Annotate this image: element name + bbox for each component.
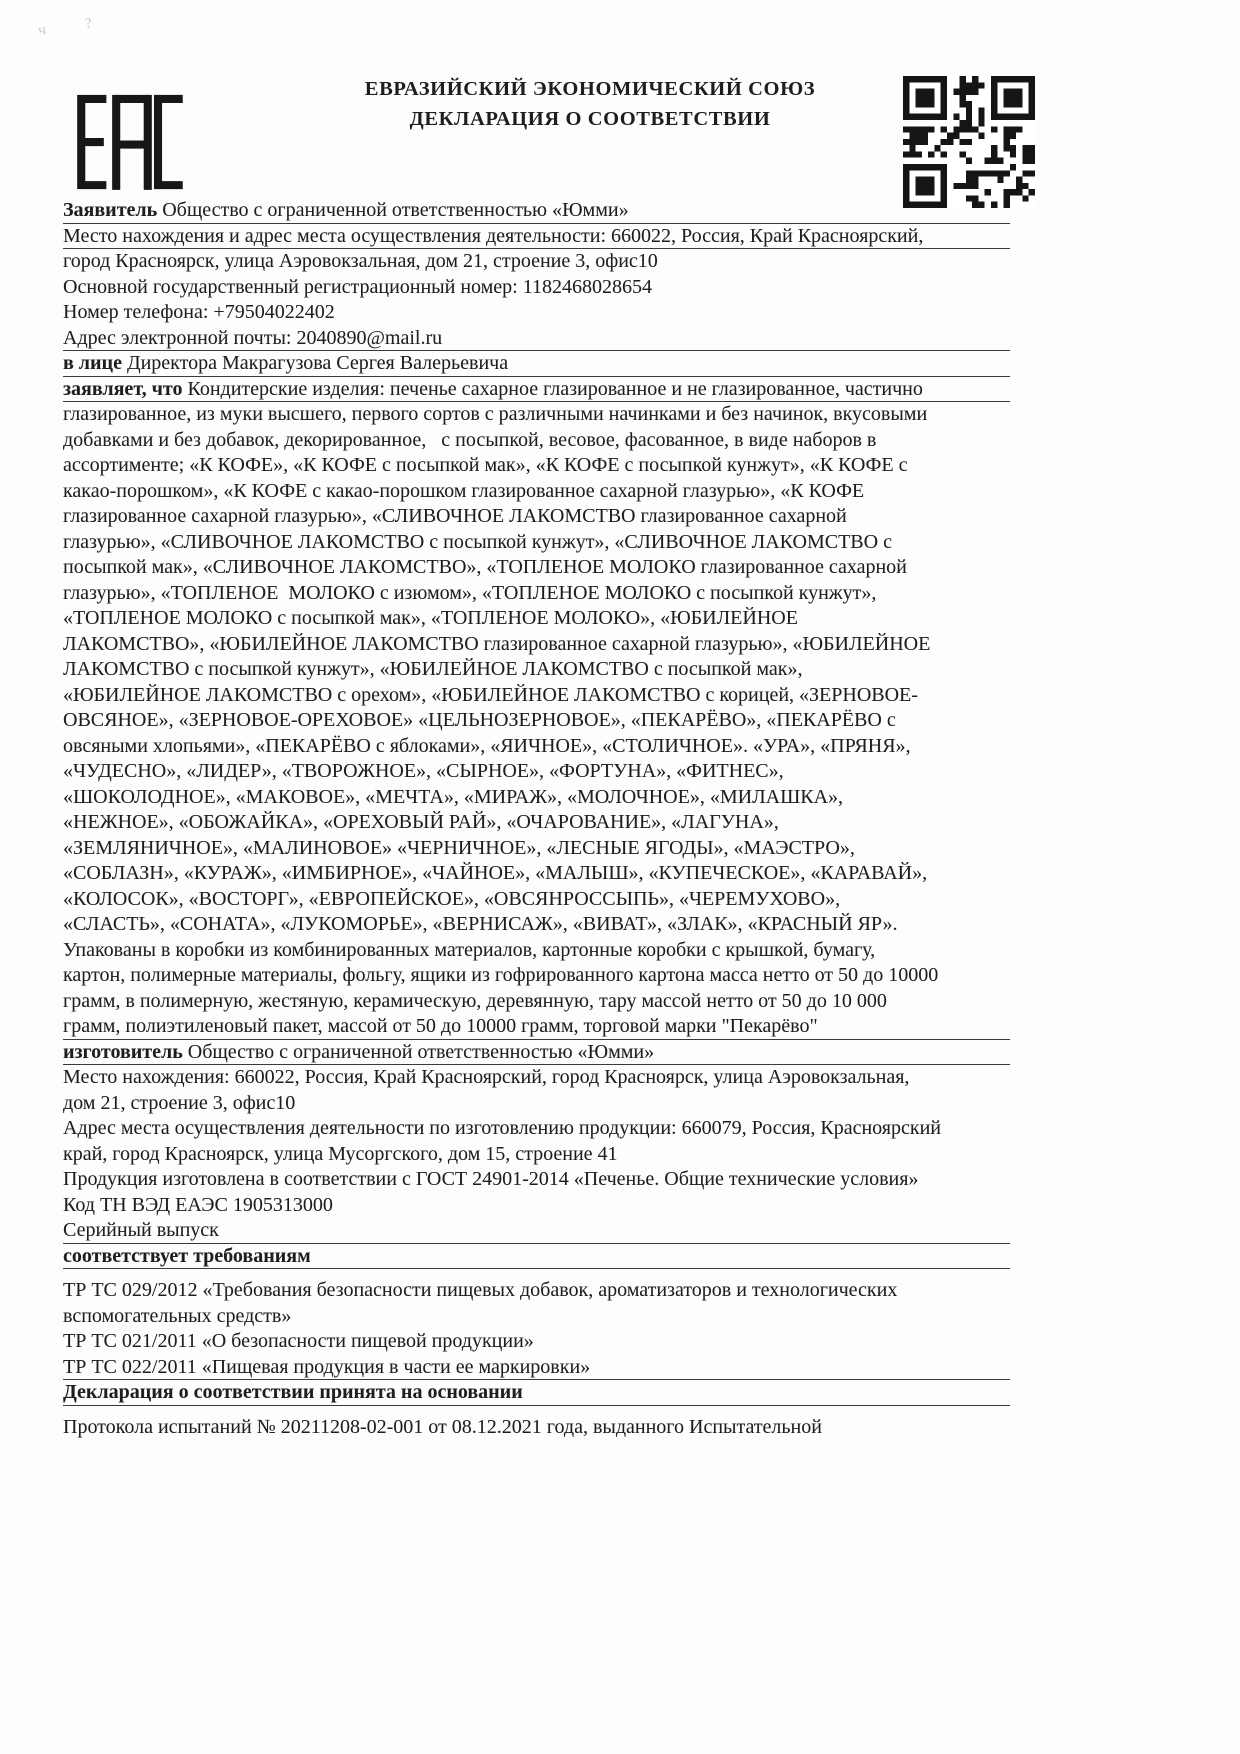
union-title: ЕВРАЗИЙСКИЙ ЭКОНОМИЧЕСКИЙ СОЮЗ <box>364 78 816 100</box>
doc-line: «СОБЛАЗН», «КУРАЖ», «ИМБИРНОЕ», «ЧАЙНОЕ», «МАЛЫШ», «КУПЕЧЕСКОЕ», «КАРАВАЙ», <box>63 862 928 884</box>
doc-line: Серийный выпуск <box>63 1218 1010 1244</box>
doc-line: посыпкой мак», «СЛИВОЧНОЕ ЛАКОМСТВО», «ТОПЛЕНОЕ МОЛОКО глазированное сахарной <box>63 556 907 578</box>
doc-line: соответствует требованиям <box>63 1244 1010 1270</box>
doc-line: «СЛАСТЬ», «СОНАТА», «ЛУКОМОРЬЕ», «ВЕРНИСАЖ», «ВИВАТ», «ЗЛАК», «КРАСНЫЙ ЯР». <box>63 913 898 935</box>
title-block <box>280 74 900 134</box>
doc-line: Протокола испытаний № 20211208-02-001 от 08.12.2021 года, выданного Испытательной <box>63 1415 822 1438</box>
document-body <box>63 198 1010 1440</box>
doc-line: овсяными хлопьями», «ПЕКАРЁВО с яблоками», «ЯИЧНОЕ», «СТОЛИЧНОЕ». «УРА», «ПРЯНЯ», <box>63 734 911 757</box>
doc-line: край, город Красноярск, улица Мусоргского, дом 15, строение 41 <box>63 1142 618 1165</box>
doc-line: картон, полимерные материалы, фольгу, ящики из гофрированного картона масса нетто от 50 до 10000 <box>63 964 939 986</box>
doc-line: добавками и без добавок, декорированное, с посыпкой, весовое, фасованное, в виде наборов в <box>63 428 877 451</box>
doc-line: «НЕЖНОЕ», «ОБОЖАЙКА», «ОРЕХОВЫЙ РАЙ», «ОЧАРОВАНИЕ», «ЛАГУНА», <box>63 811 779 833</box>
doc-line: Основной государственный регистрационный номер: 1182468028654 <box>63 275 652 298</box>
doc-line: Адрес места осуществления деятельности по изготовлению продукции: 660079, Россия, Красноярский <box>63 1117 941 1139</box>
doc-line: грамм, в полимерную, жестяную, керамическую, деревянную, тару массой нетто от 50 до 10 000 <box>63 989 887 1012</box>
doc-line: «КОЛОСОК», «ВОСТОРГ», «ЕВРОПЕЙСКОЕ», «ОВСЯНРОССЫПЬ», «ЧЕРЕМУХОВО», <box>63 887 841 910</box>
doc-line: Заявитель Общество с ограниченной ответственностью «Юмми» <box>63 198 1010 224</box>
doc-line: вспомогательных средств» <box>63 1304 292 1327</box>
doc-line: грамм, полиэтиленовый пакет, массой от 50 до 10000 грамм, торговой марки "Пекарёво" <box>63 1014 1010 1040</box>
doc-line: в лице Директора Макрагузова Сергея Валерьевича <box>63 351 1010 377</box>
doc-line: ЛАКОМСТВО», «ЮБИЛЕЙНОЕ ЛАКОМСТВО глазированное сахарной глазурью», «ЮБИЛЕЙНОЕ <box>63 632 931 655</box>
doc-line: ТР ТС 029/2012 «Требования безопасности пищевых добавок, ароматизаторов и технологических <box>63 1279 898 1301</box>
doc-title: ДЕКЛАРАЦИЯ О СООТВЕТСТВИИ <box>409 108 771 130</box>
doc-line: Место нахождения: 660022, Россия, Край Красноярский, город Красноярск, улица Аэровокзальная, <box>63 1066 910 1088</box>
pencil-mark: ч ? <box>37 13 111 39</box>
doc-line: дом 21, строение 3, офис10 <box>63 1091 296 1114</box>
doc-line: «ЮБИЛЕЙНОЕ ЛАКОМСТВО с орехом», «ЮБИЛЕЙНОЕ ЛАКОМСТВО с корицей, «ЗЕРНОВОЕ- <box>63 683 918 706</box>
doc-line: Продукция изготовлена в соответствии с ГОСТ 24901-2014 «Печенье. Общие технические условия» <box>63 1168 919 1190</box>
doc-line: «ШОКОЛОДНОЕ», «МАКОВОЕ», «МЕЧТА», «МИРАЖ», «МОЛОЧНОЕ», «МИЛАШКА», <box>63 785 844 808</box>
doc-line: Место нахождения и адрес места осуществления деятельности: 660022, Россия, Край Красноярский, <box>63 224 1010 250</box>
doc-line: «ЧУДЕСНО», «ЛИДЕР», «ТВОРОЖНОЕ», «СЫРНОЕ», «ФОРТУНА», «ФИТНЕС», <box>63 760 784 782</box>
doc-line: «ЗЕМЛЯНИЧНОЕ», «МАЛИНОВОЕ» «ЧЕРНИЧНОЕ», «ЛЕСНЫЕ ЯГОДЫ», «МАЭСТРО», <box>63 836 855 859</box>
document-header <box>0 0 1240 198</box>
doc-line: ОВСЯНОЕ», «ЗЕРНОВОЕ-ОРЕХОВОЕ» «ЦЕЛЬНОЗЕРНОВОЕ», «ПЕКАРЁВО», «ПЕКАРЁВО с <box>63 709 896 731</box>
doc-line: заявляет, что Кондитерские изделия: печенье сахарное глазированное и не глазированное, частично <box>63 377 1010 403</box>
doc-line: какао-порошком», «К КОФЕ с какао-порошком глазированное сахарной глазурью», «К КОФЕ <box>63 479 865 502</box>
doc-line: изготовитель Общество с ограниченной ответственностью «Юмми» <box>63 1040 1010 1066</box>
doc-line: ТР ТС 022/2011 «Пищевая продукция в части ее маркировки» <box>63 1355 1010 1381</box>
doc-line: Код ТН ВЭД ЕАЭС 1905313000 <box>63 1193 333 1216</box>
doc-line: глазированное сахарной глазурью», «СЛИВОЧНОЕ ЛАКОМСТВО глазированное сахарной <box>63 505 847 527</box>
qr-code <box>903 76 1035 208</box>
doc-line: город Красноярск, улица Аэровокзальная, дом 21, строение 3, офис10 <box>63 250 658 272</box>
doc-line: глазурью», «ТОПЛЕНОЕ МОЛОКО с изюмом», «ТОПЛЕНОЕ МОЛОКО с посыпкой кунжут», <box>63 581 877 604</box>
doc-line: Упакованы в коробки из комбинированных материалов, картонные коробки с крышкой, бумагу, <box>63 938 876 961</box>
doc-line: глазированное, из муки высшего, первого сортов с различными начинками и без начинок, вкусовыми <box>63 403 928 425</box>
doc-line: ассортименте; «К КОФЕ», «К КОФЕ с посыпкой мак», «К КОФЕ с посыпкой кунжут», «К КОФЕ с <box>63 454 908 476</box>
doc-line: Декларация о соответствии принята на основании <box>63 1380 1010 1406</box>
doc-line: ЛАКОМСТВО с посыпкой кунжут», «ЮБИЛЕЙНОЕ ЛАКОМСТВО с посыпкой мак», <box>63 658 803 680</box>
doc-line: «ТОПЛЕНОЕ МОЛОКО с посыпкой мак», «ТОПЛЕНОЕ МОЛОКО», «ЮБИЛЕЙНОЕ <box>63 607 798 629</box>
doc-line: Адрес электронной почты: 2040890@mail.ru <box>63 326 1010 352</box>
doc-line: глазурью», «СЛИВОЧНОЕ ЛАКОМСТВО с посыпкой кунжут», «СЛИВОЧНОЕ ЛАКОМСТВО с <box>63 530 892 553</box>
eac-conformity-mark-icon <box>68 90 196 198</box>
doc-line: ТР ТС 021/2011 «О безопасности пищевой продукции» <box>63 1330 534 1352</box>
doc-line: Номер телефона: +79504022402 <box>63 301 335 323</box>
